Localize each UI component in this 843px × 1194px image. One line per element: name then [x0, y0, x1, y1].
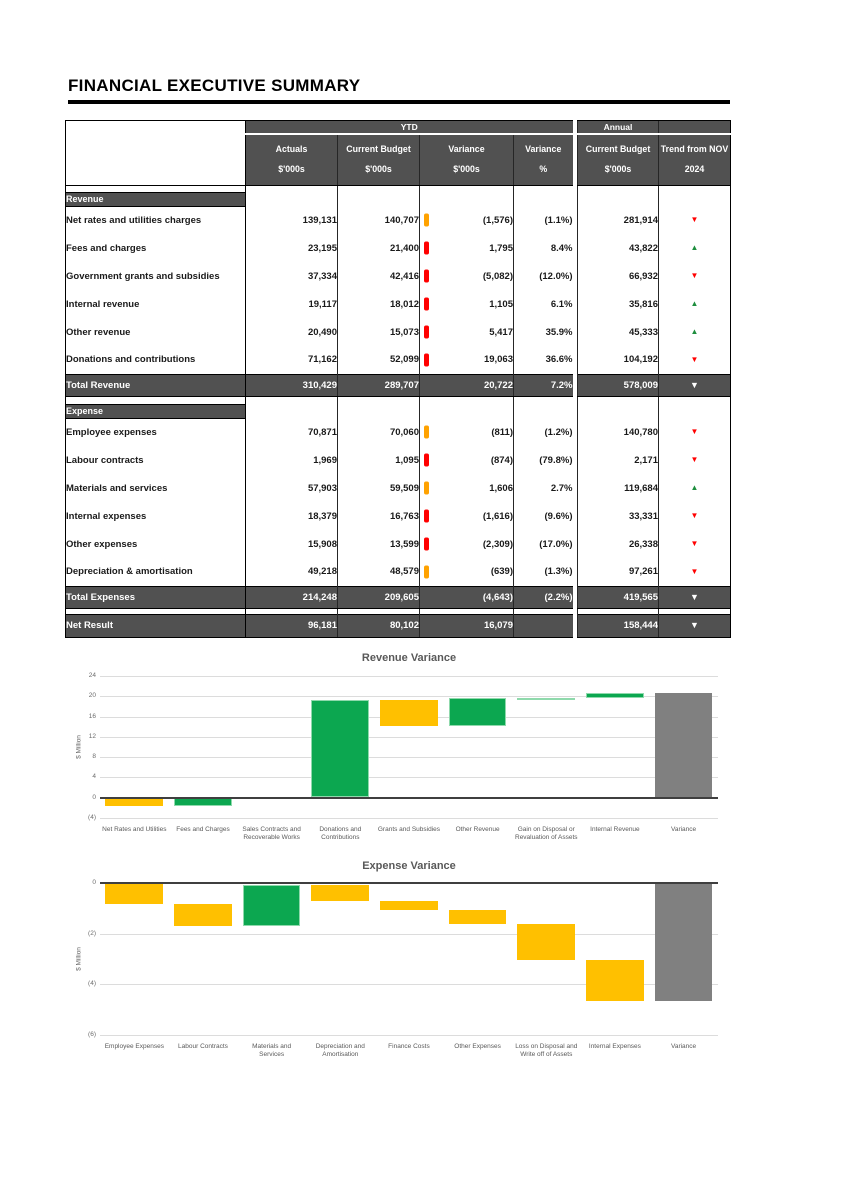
trend-cell: [659, 318, 731, 346]
y-axis-tick: 16: [88, 712, 96, 720]
actuals-cell: 71,162: [246, 346, 338, 374]
annual-budget-cell: 43,822: [578, 234, 659, 262]
budget-cell: 13,599: [338, 530, 420, 558]
table-row: [66, 346, 731, 374]
variance-pct-cell: 7.2%: [514, 374, 573, 396]
variance-cell: (874): [420, 446, 514, 474]
actuals-cell: 19,117: [246, 290, 338, 318]
gridline: [100, 934, 718, 935]
gridline: [100, 757, 718, 758]
variance-indicator-red: [424, 353, 429, 366]
revenue-chart-title: Revenue Variance: [361, 652, 457, 664]
category-label: Sales Contracts and Recoverable Works: [242, 826, 301, 842]
row-label: Other expenses: [66, 530, 246, 558]
variance-cell: 1,105: [420, 290, 514, 318]
budget-cell: 48,579: [338, 558, 420, 586]
annual-budget-cell: 35,816: [578, 290, 659, 318]
table-row: [66, 234, 731, 262]
x-axis-category-labels: [100, 826, 718, 843]
y-axis-tick: 4: [92, 773, 96, 781]
actuals-cell: 214,248: [246, 586, 338, 608]
category-label: Finance Costs: [388, 1043, 430, 1050]
trend-cell: [659, 346, 731, 374]
table-row: [66, 502, 731, 530]
section-header-row: [66, 404, 731, 418]
annual-budget-cell: 419,565: [578, 586, 659, 608]
actuals-cell: 57,903: [246, 474, 338, 502]
budget-cell: 52,099: [338, 346, 420, 374]
y-axis-tick: 0: [92, 793, 96, 801]
ytd-group-header: YTD: [246, 121, 573, 134]
row-label: Fees and charges: [66, 234, 246, 262]
variance-pct-cell: (79.8%): [514, 446, 573, 474]
variance-indicator-red: [424, 326, 429, 339]
variance-pct-cell: (1.3%): [514, 558, 573, 586]
col-header-variance-pct: Variance %: [514, 134, 573, 186]
table-row: [66, 418, 731, 446]
table-row: [66, 530, 731, 558]
gridline: [100, 676, 718, 677]
variance-pct-cell: (12.0%): [514, 262, 573, 290]
gridline: [100, 777, 718, 778]
table-column-header-row: [66, 134, 731, 186]
table-row: [66, 262, 731, 290]
section-header-revenue: Revenue: [66, 192, 246, 206]
category-label: Fees and Charges: [176, 826, 230, 833]
actuals-cell: 18,379: [246, 502, 338, 530]
category-label: Other Expenses: [454, 1043, 501, 1050]
page-title: FINANCIAL EXECUTIVE SUMMARY: [68, 76, 361, 95]
variance-cell: 20,722: [420, 374, 514, 396]
category-label: Net Rates and Utilities: [102, 826, 167, 833]
table-gap-row: [66, 185, 731, 192]
trend-down-icon: ▼: [690, 379, 699, 390]
row-label: Depreciation & amortisation: [66, 558, 246, 586]
row-label: Materials and services: [66, 474, 246, 502]
actuals-cell: 70,871: [246, 418, 338, 446]
table-group-header-row: [66, 121, 731, 134]
category-label: Internal Revenue: [590, 826, 640, 833]
revenue-variance-chart: [65, 646, 730, 864]
table-gap-row: [66, 396, 731, 404]
variance-pct-cell: 8.4%: [514, 234, 573, 262]
trend-down-icon: ▼: [690, 271, 699, 280]
total-label: Total Revenue: [66, 374, 246, 396]
category-label: Employee Expenses: [104, 1043, 164, 1050]
category-label: Internal Expenses: [588, 1043, 641, 1050]
category-label: Donations and Contributions: [319, 826, 362, 842]
variance-cell: (2,309): [420, 530, 514, 558]
variance-pct-cell: (1.1%): [514, 206, 573, 234]
variance-pct-cell: (2.2%): [514, 586, 573, 608]
total-label: Net Result: [66, 614, 246, 637]
annual-budget-cell: 578,009: [578, 374, 659, 396]
waterfall-bar: [311, 700, 369, 797]
row-label: Government grants and subsidies: [66, 262, 246, 290]
variance-pct-cell: (9.6%): [514, 502, 573, 530]
variance-cell: 1,606: [420, 474, 514, 502]
waterfall-bar: [449, 910, 507, 924]
y-axis-tick: 0: [92, 879, 96, 886]
gridline: [100, 1035, 718, 1036]
trend-cell: [659, 586, 731, 608]
variance-cell: (5,082): [420, 262, 514, 290]
trend-cell: [659, 446, 731, 474]
annual-budget-cell: 26,338: [578, 530, 659, 558]
variance-pct-cell: (17.0%): [514, 530, 573, 558]
waterfall-bar: [380, 901, 438, 910]
waterfall-bar: [517, 698, 575, 700]
revenue-chart-ylabel: $ Million: [75, 735, 83, 759]
trend-down-icon: ▼: [690, 427, 699, 436]
expense-variance-chart: [65, 854, 730, 1084]
waterfall-bar: [174, 904, 232, 926]
title-underline: [68, 100, 730, 104]
row-label: Net rates and utilities charges: [66, 206, 246, 234]
trend-cell: [659, 206, 731, 234]
col-header-current-budget: Current Budget $'000s: [338, 134, 420, 186]
category-label: Grants and Subsidies: [377, 826, 441, 833]
actuals-cell: 15,908: [246, 530, 338, 558]
table-row: [66, 318, 731, 346]
trend-down-icon: ▼: [690, 511, 699, 520]
trend-cell: [659, 502, 731, 530]
variance-indicator-red: [424, 538, 429, 551]
variance-indicator-orange: [424, 426, 429, 439]
actuals-cell: 96,181: [246, 614, 338, 637]
variance-indicator-red: [424, 298, 429, 311]
category-label: Labour Contracts: [178, 1043, 228, 1050]
budget-cell: 42,416: [338, 262, 420, 290]
variance-cell: 1,795: [420, 234, 514, 262]
actuals-cell: 20,490: [246, 318, 338, 346]
variance-indicator-orange: [424, 482, 429, 495]
waterfall-total-bar: [655, 693, 713, 798]
row-label: Internal revenue: [66, 290, 246, 318]
actuals-cell: 49,218: [246, 558, 338, 586]
col-header-trend: Trend from NOV 2024: [659, 134, 731, 186]
waterfall-bar: [586, 960, 644, 1001]
variance-pct-cell: (1.2%): [514, 418, 573, 446]
annual-budget-cell: 158,444: [578, 614, 659, 637]
trend-cell: [659, 530, 731, 558]
y-axis-tick: 20: [88, 692, 96, 700]
variance-cell: 16,079: [420, 614, 514, 637]
y-axis-tick: 8: [92, 753, 96, 761]
waterfall-total-bar: [655, 883, 713, 1001]
expense-chart-title: Expense Variance: [362, 860, 456, 872]
table-row: [66, 474, 731, 502]
zero-axis-line: [100, 797, 718, 799]
budget-cell: 209,605: [338, 586, 420, 608]
waterfall-bar: [311, 885, 369, 901]
budget-cell: 21,400: [338, 234, 420, 262]
annual-budget-cell: 66,932: [578, 262, 659, 290]
budget-cell: 70,060: [338, 418, 420, 446]
expense-chart-ylabel: $ Million: [75, 947, 83, 971]
variance-pct-cell: 36.6%: [514, 346, 573, 374]
col-header-variance: Variance $'000s: [420, 134, 514, 186]
waterfall-bar: [449, 698, 507, 725]
gridline: [100, 737, 718, 738]
variance-indicator-red: [424, 270, 429, 283]
waterfall-bar: [517, 924, 575, 960]
total-label: Total Expenses: [66, 586, 246, 608]
table-row: [66, 290, 731, 318]
actuals-cell: 37,334: [246, 262, 338, 290]
variance-indicator-red: [424, 242, 429, 255]
trend-up-icon: ▲: [690, 299, 699, 308]
variance-cell: (811): [420, 418, 514, 446]
trend-cell: [659, 290, 731, 318]
annual-budget-cell: 281,914: [578, 206, 659, 234]
variance-indicator-red: [424, 454, 429, 467]
section-header-row: [66, 192, 731, 206]
table-row: [66, 446, 731, 474]
trend-down-icon: ▼: [690, 566, 699, 576]
row-label: Labour contracts: [66, 446, 246, 474]
trend-down-icon: ▼: [690, 215, 699, 224]
row-label: Internal expenses: [66, 502, 246, 530]
label-column-header-cell: [66, 121, 246, 134]
variance-cell: 5,417: [420, 318, 514, 346]
net-result-row: [66, 614, 731, 637]
zero-axis-line: [100, 882, 718, 884]
annual-budget-cell: 104,192: [578, 346, 659, 374]
row-label: Donations and contributions: [66, 346, 246, 374]
budget-cell: 1,095: [338, 446, 420, 474]
budget-cell: 59,509: [338, 474, 420, 502]
y-axis-tick: (4): [88, 814, 96, 821]
budget-cell: 140,707: [338, 206, 420, 234]
category-label: Depreciation and Amortisation: [315, 1043, 365, 1059]
row-label: Employee expenses: [66, 418, 246, 446]
annual-budget-cell: 33,331: [578, 502, 659, 530]
y-axis-tick: (6): [88, 1031, 96, 1038]
waterfall-bar: [380, 700, 438, 726]
gridline: [100, 818, 718, 819]
x-axis-category-labels: [100, 1043, 718, 1060]
variance-cell: (4,643): [420, 586, 514, 608]
variance-indicator-orange: [424, 214, 429, 227]
total-row: [66, 374, 731, 396]
budget-cell: 16,763: [338, 502, 420, 530]
variance-pct-cell: 35.9%: [514, 318, 573, 346]
variance-cell: (1,616): [420, 502, 514, 530]
row-label: Other revenue: [66, 318, 246, 346]
table-row: [66, 558, 731, 586]
variance-cell: (639): [420, 558, 514, 586]
trend-up-icon: ▲: [690, 483, 699, 492]
variance-cell: 19,063: [420, 346, 514, 374]
variance-indicator-orange: [424, 565, 429, 578]
col-header-actuals: Actuals $'000s: [246, 134, 338, 186]
y-axis-tick: 12: [88, 732, 96, 740]
y-axis-tick: 24: [88, 672, 96, 679]
budget-cell: 289,707: [338, 374, 420, 396]
trend-down-icon: ▼: [690, 620, 699, 630]
actuals-cell: 23,195: [246, 234, 338, 262]
trend-cell: [659, 374, 731, 396]
financial-summary-table: [65, 120, 731, 638]
annual-budget-cell: 119,684: [578, 474, 659, 502]
category-label: Loss on Disposal and Write off of Assets: [515, 1043, 578, 1059]
annual-budget-cell: 97,261: [578, 558, 659, 586]
total-row: [66, 586, 731, 608]
trend-down-icon: ▼: [690, 539, 699, 548]
category-label: Other Revenue: [455, 826, 500, 833]
variance-pct-cell: 2.7%: [514, 474, 573, 502]
budget-cell: 80,102: [338, 614, 420, 637]
table-row: [66, 206, 731, 234]
variance-cell: (1,576): [420, 206, 514, 234]
category-label: Variance: [670, 1043, 697, 1050]
trend-down-icon: ▼: [690, 354, 699, 364]
y-axis-tick: (2): [88, 929, 96, 937]
trend-down-icon: ▼: [690, 455, 699, 464]
variance-pct-cell: 6.1%: [514, 290, 573, 318]
trend-cell: [659, 558, 731, 586]
category-label: Variance: [670, 826, 697, 833]
section-header-expense: Expense: [66, 404, 246, 418]
waterfall-bar: [105, 798, 163, 806]
annual-budget-cell: 2,171: [578, 446, 659, 474]
trend-cell: [659, 614, 731, 637]
variance-indicator-red: [424, 510, 429, 523]
waterfall-bar: [586, 693, 644, 699]
trend-cell: [659, 474, 731, 502]
budget-cell: 18,012: [338, 290, 420, 318]
trend-group-header-cell: [659, 121, 731, 134]
actuals-cell: 310,429: [246, 374, 338, 396]
y-axis-tick: (4): [88, 980, 96, 988]
category-label: Materials and Services: [252, 1043, 292, 1059]
trend-down-icon: ▼: [690, 591, 699, 602]
waterfall-bar: [105, 883, 163, 904]
trend-up-icon: ▲: [690, 243, 699, 252]
col-header-annual-budget: Current Budget $'000s: [578, 134, 659, 186]
annual-budget-cell: 45,333: [578, 318, 659, 346]
annual-group-header: Annual: [578, 121, 659, 134]
trend-cell: [659, 418, 731, 446]
budget-cell: 15,073: [338, 318, 420, 346]
trend-up-icon: ▲: [690, 327, 699, 336]
category-label: Gain on Disposal or Revaluation of Assets: [515, 826, 578, 842]
waterfall-bar: [243, 885, 301, 926]
trend-cell: [659, 262, 731, 290]
actuals-cell: 1,969: [246, 446, 338, 474]
actuals-cell: 139,131: [246, 206, 338, 234]
annual-budget-cell: 140,780: [578, 418, 659, 446]
trend-cell: [659, 234, 731, 262]
variance-pct-cell: [514, 614, 573, 637]
